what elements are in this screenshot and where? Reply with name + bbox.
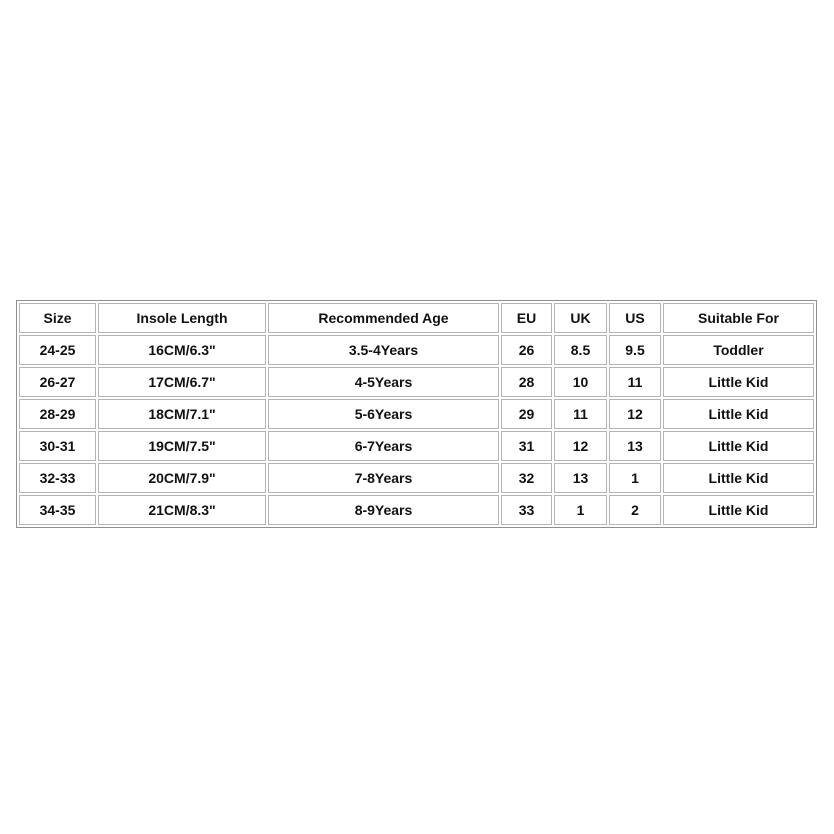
cell-insole-length: 16CM/6.3" <box>98 335 266 365</box>
cell-us: 1 <box>609 463 661 493</box>
cell-recommended-age: 4-5Years <box>268 367 499 397</box>
cell-uk: 12 <box>554 431 607 461</box>
cell-uk: 8.5 <box>554 335 607 365</box>
cell-recommended-age: 8-9Years <box>268 495 499 525</box>
cell-size: 30-31 <box>19 431 96 461</box>
table-row <box>19 463 814 493</box>
cell-eu: 31 <box>501 431 552 461</box>
cell-insole-length: 20CM/7.9" <box>98 463 266 493</box>
cell-size: 34-35 <box>19 495 96 525</box>
header-size: Size <box>19 303 96 333</box>
cell-us: 9.5 <box>609 335 661 365</box>
cell-suitable-for: Little Kid <box>663 399 814 429</box>
header-us: US <box>609 303 661 333</box>
cell-size: 32-33 <box>19 463 96 493</box>
header-suitable-for: Suitable For <box>663 303 814 333</box>
table-row <box>19 495 814 525</box>
cell-uk: 11 <box>554 399 607 429</box>
cell-eu: 32 <box>501 463 552 493</box>
table-row <box>19 431 814 461</box>
cell-suitable-for: Toddler <box>663 335 814 365</box>
header-eu: EU <box>501 303 552 333</box>
cell-recommended-age: 7-8Years <box>268 463 499 493</box>
cell-us: 11 <box>609 367 661 397</box>
cell-insole-length: 21CM/8.3" <box>98 495 266 525</box>
cell-insole-length: 18CM/7.1" <box>98 399 266 429</box>
table-row <box>19 399 814 429</box>
cell-size: 26-27 <box>19 367 96 397</box>
cell-suitable-for: Little Kid <box>663 367 814 397</box>
cell-uk: 1 <box>554 495 607 525</box>
header-recommended-age: Recommended Age <box>268 303 499 333</box>
cell-uk: 10 <box>554 367 607 397</box>
cell-recommended-age: 5-6Years <box>268 399 499 429</box>
cell-suitable-for: Little Kid <box>663 431 814 461</box>
header-uk: UK <box>554 303 607 333</box>
cell-insole-length: 17CM/6.7" <box>98 367 266 397</box>
cell-recommended-age: 3.5-4Years <box>268 335 499 365</box>
cell-eu: 28 <box>501 367 552 397</box>
cell-size: 24-25 <box>19 335 96 365</box>
cell-recommended-age: 6-7Years <box>268 431 499 461</box>
table-row <box>19 335 814 365</box>
cell-us: 2 <box>609 495 661 525</box>
cell-insole-length: 19CM/7.5" <box>98 431 266 461</box>
table-row <box>19 367 814 397</box>
cell-suitable-for: Little Kid <box>663 495 814 525</box>
cell-uk: 13 <box>554 463 607 493</box>
cell-eu: 29 <box>501 399 552 429</box>
header-row <box>19 303 814 333</box>
cell-size: 28-29 <box>19 399 96 429</box>
cell-us: 13 <box>609 431 661 461</box>
header-insole-length: Insole Length <box>98 303 266 333</box>
cell-eu: 26 <box>501 335 552 365</box>
cell-eu: 33 <box>501 495 552 525</box>
cell-us: 12 <box>609 399 661 429</box>
size-chart-table <box>16 300 817 528</box>
cell-suitable-for: Little Kid <box>663 463 814 493</box>
